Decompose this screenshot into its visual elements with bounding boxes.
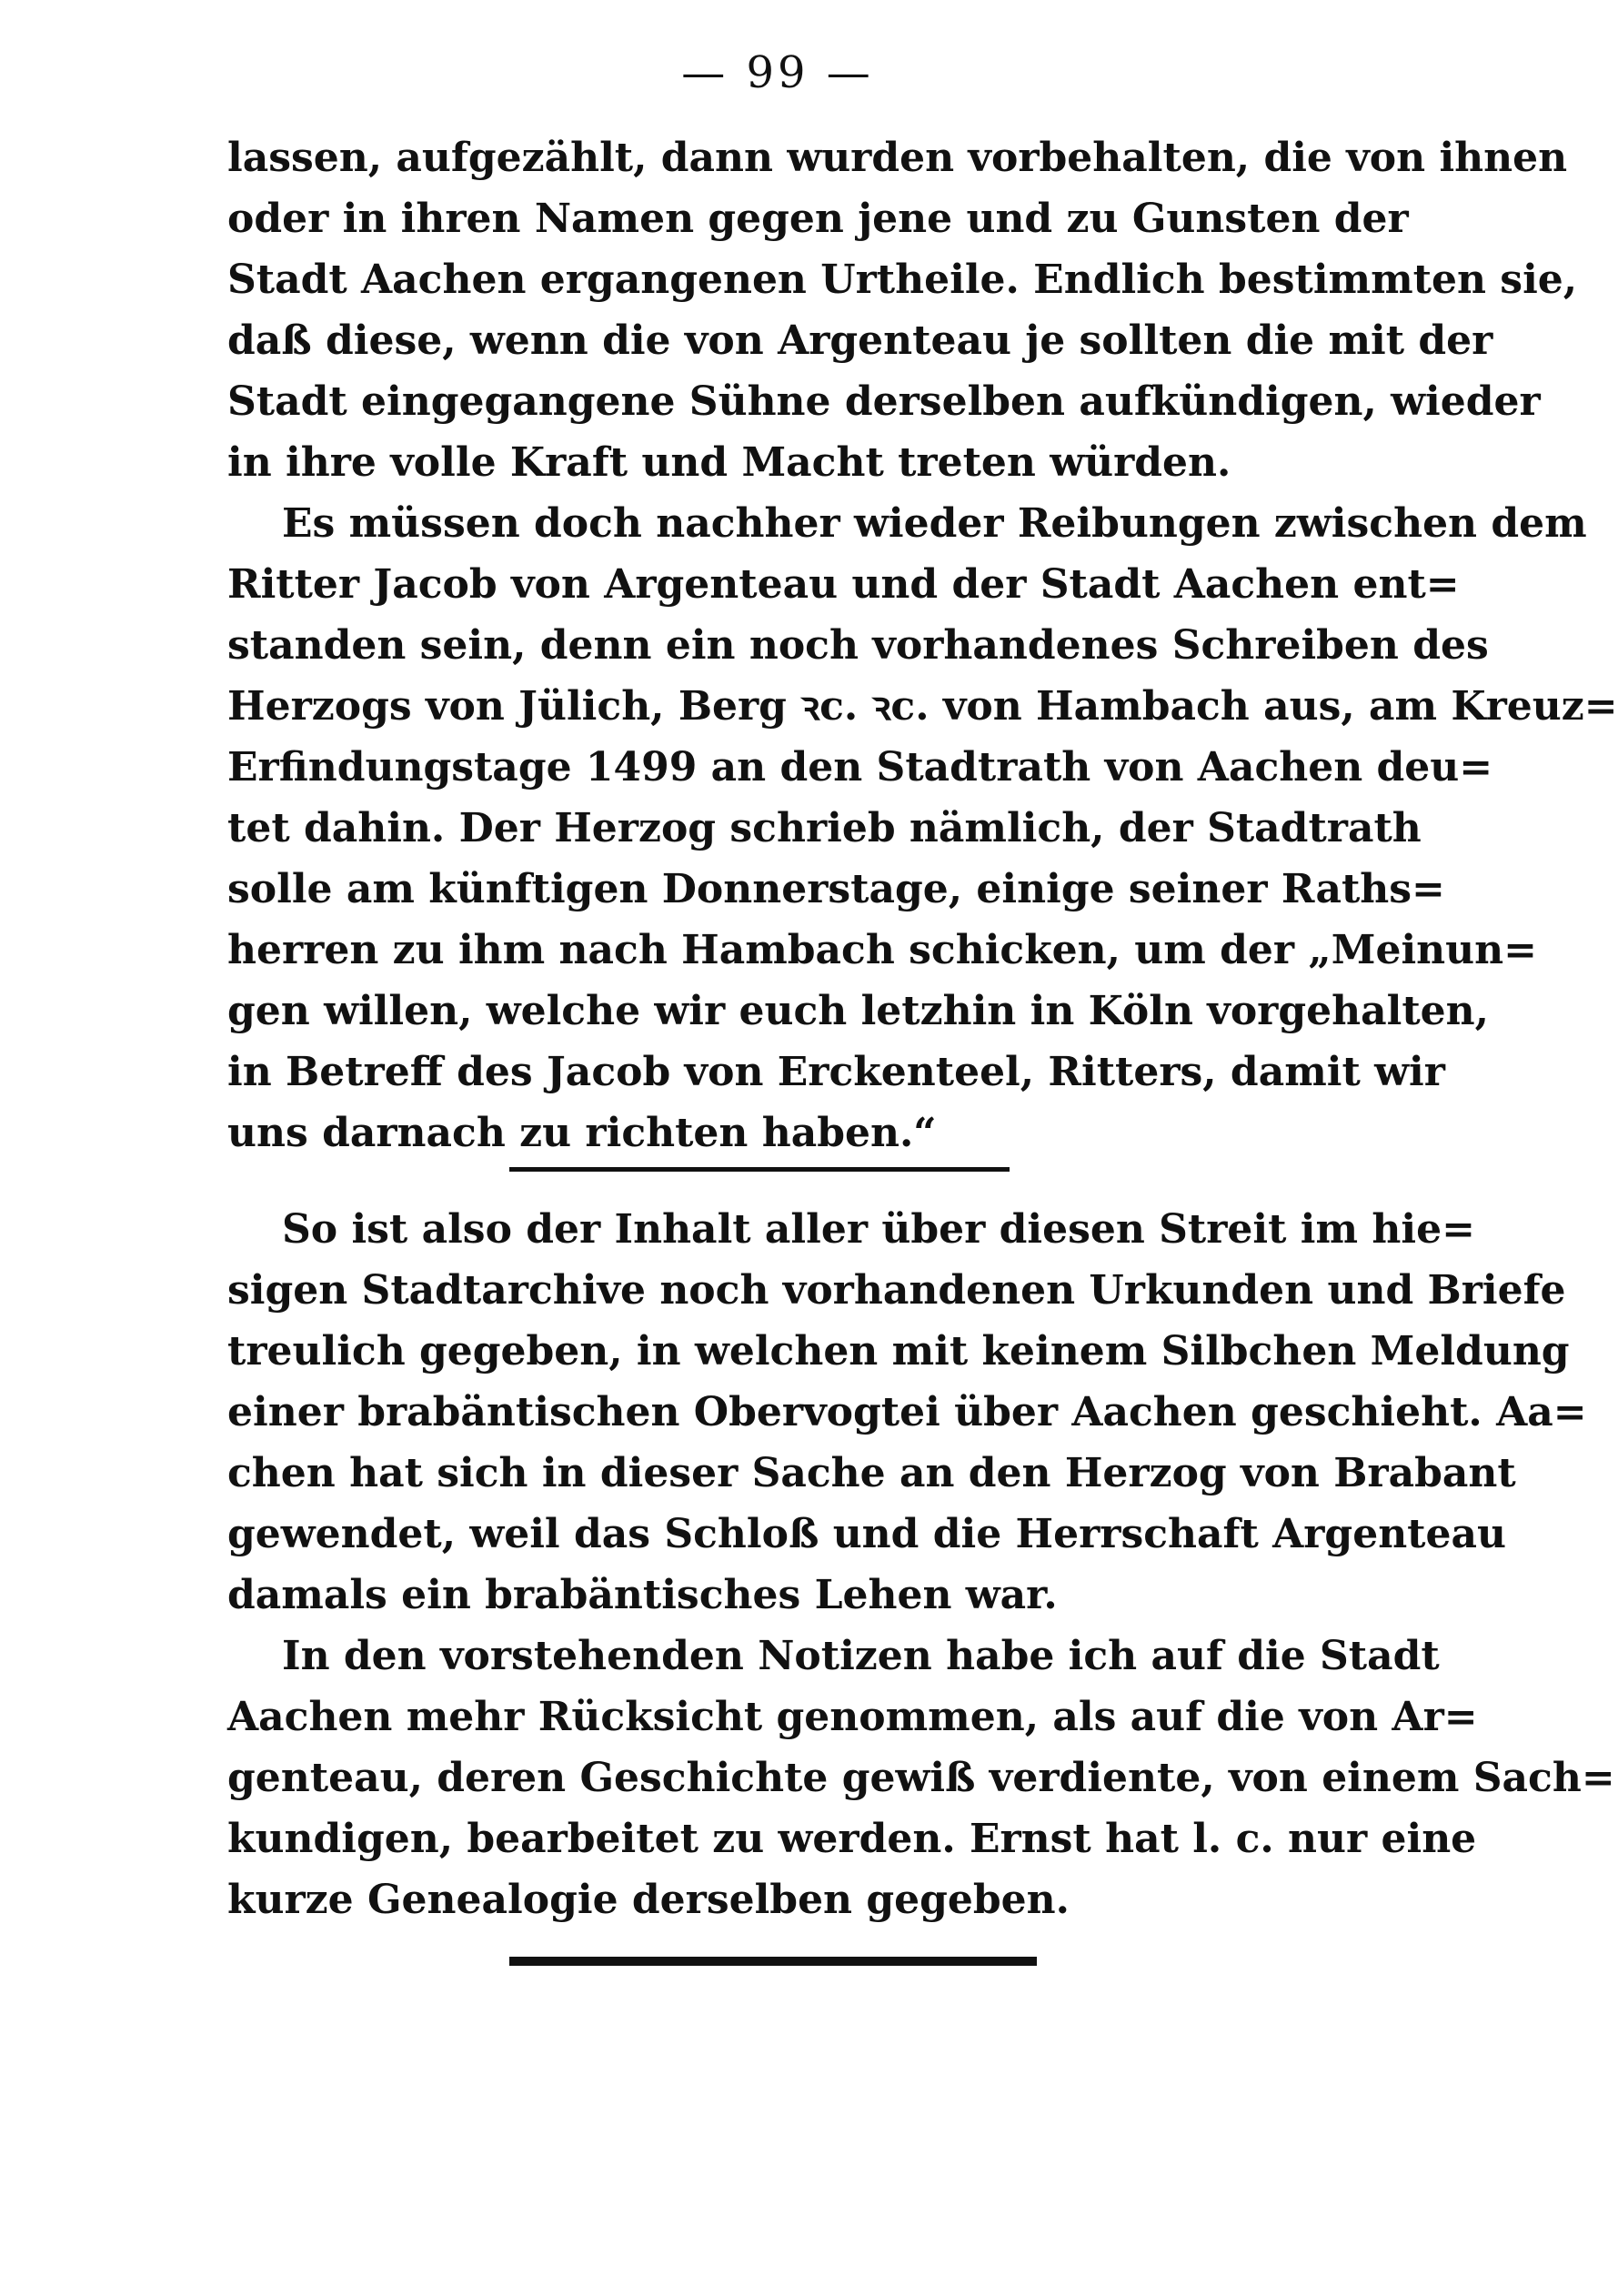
- text-line: oder in ihren Namen gegen jene und zu Gunsten der: [227, 196, 1409, 242]
- text-line: uns darnach zu richten haben.“: [227, 1110, 937, 1156]
- text-line: solle am künftigen Donnerstage, einige seiner Raths=: [227, 866, 1445, 912]
- text-line: kundigen, bearbeitet zu werden. Ernst hat l. c. nur eine: [227, 1816, 1477, 1862]
- end-rule: [509, 1957, 1037, 1966]
- text-line: genteau, deren Geschichte gewiß verdiente, von einem Sach=: [227, 1755, 1615, 1801]
- text-line: Herzogs von Jülich, Berg ꝛc. ꝛc. von Hambach aus, am Kreuz=: [227, 683, 1618, 730]
- text-line: standen sein, denn ein noch vorhandenes Schreiben des: [227, 622, 1489, 669]
- text-line: Aachen mehr Rücksicht genommen, als auf die von Ar=: [227, 1694, 1478, 1740]
- text-section-2: [227, 1199, 1615, 1930]
- text-line: lassen, aufgezählt, dann wurden vorbehalten, die von ihnen: [227, 135, 1568, 181]
- text-line: gewendet, weil das Schloß und die Herrschaft Argenteau: [227, 1511, 1507, 1557]
- text-section-1: [227, 127, 1618, 1163]
- text-line: So ist also der Inhalt aller über diesen Streit im hie=: [282, 1206, 1475, 1253]
- text-line: Ritter Jacob von Argenteau und der Stadt Aachen ent=: [227, 561, 1460, 608]
- text-line: chen hat sich in dieser Sache an den Herzog von Brabant: [227, 1450, 1516, 1496]
- text-line: in ihre volle Kraft und Macht treten würden.: [227, 439, 1231, 486]
- text-line: tet dahin. Der Herzog schrieb nämlich, der Stadtrath: [227, 805, 1422, 851]
- text-line: damals ein brabäntisches Lehen war.: [227, 1572, 1058, 1618]
- text-line: in Betreff des Jacob von Erckenteel, Ritters, damit wir: [227, 1049, 1445, 1095]
- text-line: Stadt Aachen ergangenen Urtheile. Endlich bestimmten sie,: [227, 257, 1578, 303]
- text-line: einer brabäntischen Obervogtei über Aachen geschieht. Aa=: [227, 1389, 1587, 1435]
- text-line: Es müssen doch nachher wieder Reibungen zwischen dem: [282, 500, 1587, 547]
- section-divider: [509, 1167, 1010, 1172]
- page-number: — 99 —: [681, 47, 874, 98]
- text-line: kurze Genealogie derselben gegeben.: [227, 1877, 1070, 1923]
- text-line: Stadt eingegangene Sühne derselben aufkündigen, wieder: [227, 378, 1541, 425]
- text-line: treulich gegeben, in welchen mit keinem Silbchen Meldung: [227, 1328, 1570, 1375]
- text-line: daß diese, wenn die von Argenteau je sollten die mit der: [227, 317, 1493, 364]
- text-line: Erfindungstage 1499 an den Stadtrath von Aachen deu=: [227, 744, 1493, 791]
- text-line: In den vorstehenden Notizen habe ich auf die Stadt: [282, 1633, 1440, 1679]
- text-line: herren zu ihm nach Hambach schicken, um der „Meinun=: [227, 927, 1537, 973]
- text-line: sigen Stadtarchive noch vorhandenen Urkunden und Briefe: [227, 1267, 1566, 1314]
- text-line: gen willen, welche wir euch letzhin in Köln vorgehalten,: [227, 988, 1489, 1034]
